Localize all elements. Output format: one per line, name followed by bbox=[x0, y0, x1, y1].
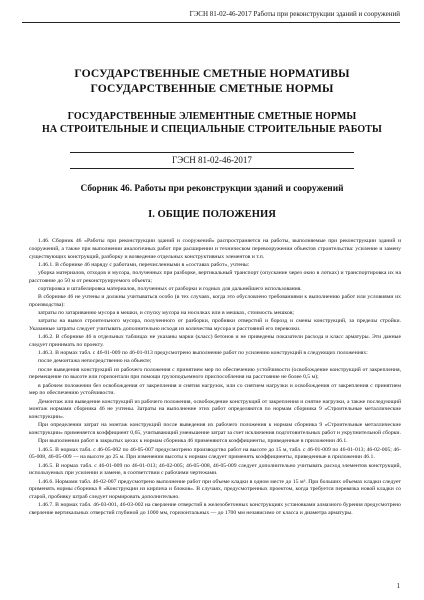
paragraph: 1.46. Сборник 46 «Работы при реконструкции зданий и сооружений» распространяется на работы, выполняемые при реконструкции зданий и сооружений, а также при выполнении аналогичных работ при расширении и техническом перевооружении объектов строительства: усиление и замену существующих конструкций, разборку и возведение отдельных конструктивных элементов и т.п. bbox=[29, 238, 401, 260]
section-title: I. ОБЩИЕ ПОЛОЖЕНИЯ bbox=[148, 209, 276, 220]
paragraph: 1.46.5. В нормах табл. с 46-01-009 по 46-01-013; 46-02-005; 46-05-008, 46-05-009 следует дополнительно учитывать расход элементов конструкций, используемых при усилении и замене, в соответствии с рабочими чертежами. bbox=[29, 462, 401, 477]
collection-title: Сборник 46. Работы при реконструкции зданий и сооружений bbox=[80, 184, 344, 194]
paragraph: уборка материалов, отходов и мусора, полученных при разборке, вертикальный транспорт (опускание через окно в лотках) и транспортировка их на расстояние до 50 м от реконструируемого объекта; bbox=[29, 269, 401, 284]
title-line-4: НА СТРОИТЕЛЬНЫЕ И СПЕЦИАЛЬНЫЕ СТРОИТЕЛЬНЫЕ РАБОТЫ bbox=[42, 124, 382, 135]
paragraph: 1.46.1. В сборнике 46 наряду с работами, перечисленными в «составах работ», учтены: bbox=[38, 261, 250, 268]
paragraph: в рабочем положении без освобождения от закрепления и снятия нагрузок, или со снятием нагрузки и освобождения от закрепления с принятием мер по обеспечению устойчивости. bbox=[29, 382, 401, 397]
paragraph: затраты на вывоз строительного мусора, полученного от разборки, пробивки отверстий и борозд и смены конструкций, за пределы стройки. Указанные затраты следует учитывать дополнительно исходя из количества мусора и расстояний его перевозки. bbox=[29, 318, 401, 333]
main-title bbox=[40, 66, 384, 96]
paragraph: 1.46.3. В нормах табл. с 46-01-009 по 46-01-013 предусмотрено выполнение работ по усилению конструкций в следующих положениях: bbox=[38, 350, 368, 357]
paragraph: затраты по затариванию мусора в мешки, и спуску мусора на носилках или в мешках, стоимость мешков; bbox=[38, 310, 294, 317]
paragraph: 1.46.6. Нормами табл. 46-02-007 предусмотрено выполнение работ при объеме кладки в одном месте до 15 м³. При больших объемах кладки следует применять нормы сборника 8 «Конструкции из кирпича и блоков». В случаях, предусмотренных проектом, когда требуется перевязка новой кладки со старой, пробивку штраб следует нормировать дополнительно. bbox=[29, 478, 401, 501]
title-line-1: ГОСУДАРСТВЕННЫЕ СМЕТНЫЕ НОРМАТИВЫ bbox=[74, 67, 350, 80]
title-line-2: ГОСУДАРСТВЕННЫЕ СМЕТНЫЕ НОРМЫ bbox=[90, 82, 334, 95]
paragraph: 1.46.2. В сборнике 46 в отдельных таблицах не указаны марки (класс) бетонов и не приведены показатели расхода и класс арматуры. Эти данные следует принимать по проекту. bbox=[29, 334, 401, 349]
paragraph: после выведения конструкций из рабочего положения с принятием мер по обеспечению устойчивости (освобождение конструкций от закрепления, перемещение по высоте или горизонтали при помощи грузоподъемного приспособления на расстояние не более 0,5 м); bbox=[29, 366, 401, 381]
page-number: 1 bbox=[396, 582, 400, 590]
running-head: ГЭСН 81-02-46-2017 Работы при реконструкции зданий и сооружений bbox=[22, 10, 400, 23]
paragraph: Демонтаж или выведение конструкций из рабочего положения, освобождение конструкций от закрепления и снятие нагрузки, а также последующий монтаж нормами сборника 46 не учтены. Затраты на выполнение этих работ определяются по нормам сборника 9 «Строительные металлические конструкции». bbox=[29, 398, 401, 421]
sub-title bbox=[40, 110, 384, 136]
paragraph: При выполнении работ в закрытых цехах к нормам сборника 46 применяются коэффициенты, приведенные в приложении 46.1. bbox=[38, 438, 348, 445]
body-text bbox=[29, 238, 401, 518]
paragraph: В сборнике 46 не учтены и должны учитываться особо (в тех случаях, когда это обусловлено требованиями к выполнению работ или условиями их производства): bbox=[29, 294, 401, 308]
paragraph: При определении затрат на монтаж конструкций после выведения их рабочего положения к нормам сборника 9 «Строительные металлические конструкции» применяется коэффициент 0,65, учитывающий уменьшение затрат за счет исключения подготовительных работ и укрупнительной сборки. bbox=[29, 422, 401, 437]
paragraph: 1.46.7. В нормах табл. 46-03-001, 46-03-002 на сверление отверстий в железобетонных конструкциях установками алмазного бурения предусмотрено сверление вертикальных отверстий глубиной до 1000 мм, горизонтальных — до 1700 мм независимо от класса и диаметра арматуры. bbox=[29, 502, 401, 517]
paragraph: 1.46.5. В нормах табл. с 46-05-002 по 46-05-007 предусмотрено производство работ на высоте до 15 м, табл. с 46-01-009 по 46-01-013; 46-02-005; 46-05-008, 46-05-009 — на высоте до 25 м. При изменении высоты к нормам следует применять коэффициенты, приведенные в приложении 46.1. bbox=[29, 446, 401, 461]
document-code: ГЭСН 81-02-46-2017 bbox=[70, 152, 354, 169]
title-line-3: ГОСУДАРСТВЕННЫЕ ЭЛЕМЕНТНЫЕ СМЕТНЫЕ НОРМЫ bbox=[67, 111, 357, 122]
paragraph: после демонтажа непосредственно на объекте; bbox=[38, 358, 152, 365]
paragraph: сортировка и штабелировка материалов, полученных от разборки и годных для дальнейшего использования. bbox=[38, 285, 302, 292]
